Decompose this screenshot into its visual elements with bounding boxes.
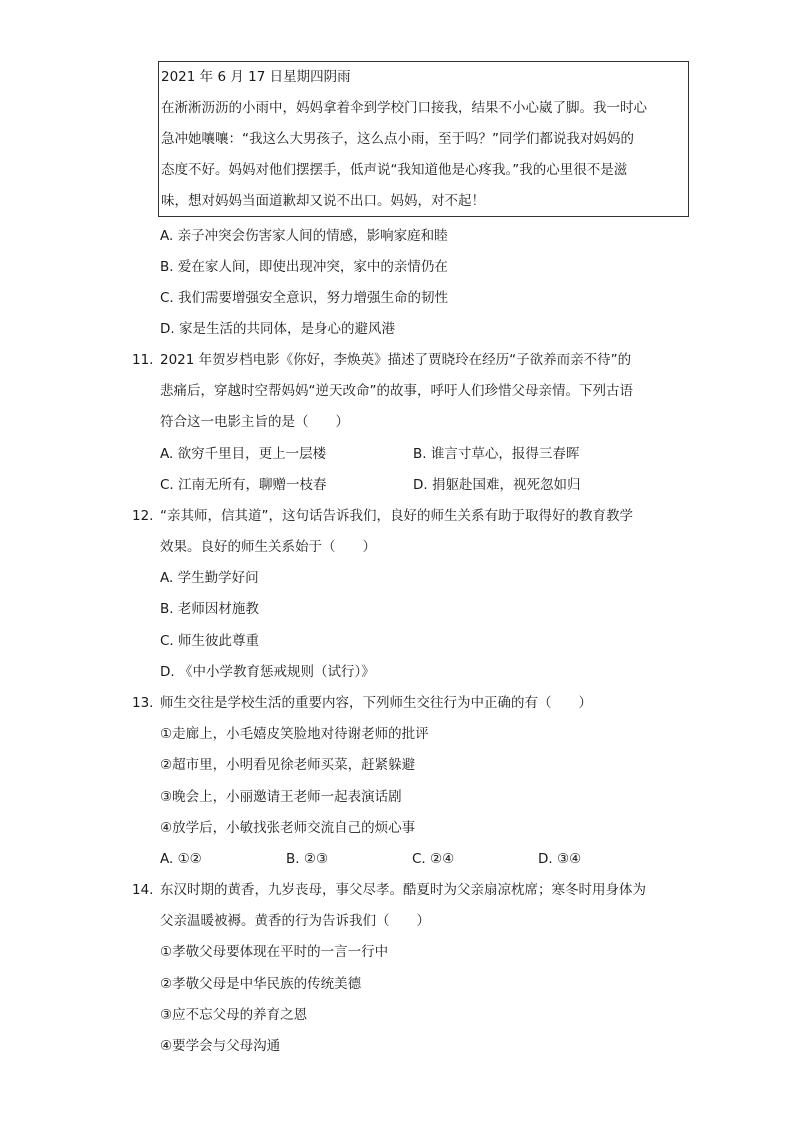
q14-number: 14. — [132, 882, 154, 898]
q13-option-c: C. ②④ — [412, 851, 455, 867]
q11-number: 11. — [132, 352, 154, 368]
q11-stem-line: 悲痛后，穿越时空帮妈妈“逆天改命”的故事，呼吁人们珍惜父母亲情。下列古语 — [160, 383, 633, 399]
q10-option-a: A. 亲子冲突会伤害家人间的情感，影响家庭和睦 — [160, 228, 448, 244]
diary-date-line: 2021 年 6 月 17 日星期四阴雨 — [161, 69, 351, 85]
q11-option-c: C. 江南无所有，聊赠一枝春 — [160, 477, 327, 493]
q13-number: 13. — [132, 695, 154, 711]
q11-option-b: B. 谁言寸草心，报得三春晖 — [413, 446, 580, 462]
q12-option-c: C. 师生彼此尊重 — [160, 633, 260, 649]
q10-option-b: B. 爱在家人间，即使出现冲突，家中的亲情仍在 — [160, 259, 448, 275]
q13-stem: 师生交往是学校生活的重要内容，下列师生交往行为中正确的有（ ） — [160, 695, 592, 711]
q12-option-a: A. 学生勤学好问 — [160, 570, 259, 586]
q13-item-3: ③晚会上，小丽邀请王老师一起表演话剧 — [160, 789, 402, 805]
q12-stem-line: 效果。良好的师生关系始于（ ） — [160, 539, 376, 555]
q14-item-1: ①孝敬父母要体现在平时的一言一行中 — [160, 944, 389, 960]
diary-excerpt-box — [158, 61, 689, 217]
diary-text-line: 味，想对妈妈当面道歉却又说不出口。妈妈，对不起！ — [161, 193, 485, 209]
q13-option-a: A. ①② — [160, 851, 202, 867]
q11-stem-line: 符合这一电影主旨的是（ ） — [160, 414, 349, 430]
q12-option-b: B. 老师因材施教 — [160, 601, 259, 617]
q13-option-b: B. ②③ — [286, 851, 329, 867]
diary-text-line: 急冲她嚷嚷：“我这么大男孩子，这么点小雨，至于吗？”同学们都说我对妈妈的 — [161, 131, 634, 147]
q14-stem-line: 东汉时期的黄香，九岁丧母，事父尽孝。酷夏时为父亲扇凉枕席；寒冬时用身体为 — [160, 882, 646, 898]
q12-number: 12. — [132, 508, 154, 524]
diary-text-line: 态度不好。妈妈对他们摆摆手，低声说“我知道他是心疼我。”我的心里很不是滋 — [161, 162, 628, 178]
q11-stem-line: 2021 年贺岁档电影《你好，李焕英》描述了贾晓玲在经历“子欲养而亲不待”的 — [160, 352, 632, 368]
q10-option-d: D. 家是生活的共同体，是身心的避风港 — [160, 321, 395, 337]
q11-option-a: A. 欲穷千里目，更上一层楼 — [160, 446, 327, 462]
q11-option-d: D. 捐躯赴国难，视死忽如归 — [413, 477, 581, 493]
q13-item-2: ②超市里，小明看见徐老师买菜，赶紧躲避 — [160, 757, 416, 773]
diary-text-line: 在淅淅沥沥的小雨中，妈妈拿着伞到学校门口接我，结果不小心崴了脚。我一时心 — [161, 100, 647, 116]
q14-stem-line: 父亲温暖被褥。黄香的行为告诉我们（ ） — [160, 913, 430, 929]
q12-option-d: D. 《中小学教育惩戒规则（试行）》 — [160, 664, 375, 680]
q13-option-d: D. ③④ — [538, 851, 582, 867]
q14-item-4: ④要学会与父母沟通 — [160, 1038, 281, 1054]
q14-item-3: ③应不忘父母的养育之恩 — [160, 1007, 308, 1023]
q13-item-1: ①走廊上，小毛嬉皮笑脸地对待谢老师的批评 — [160, 726, 429, 742]
q13-item-4: ④放学后，小敏找张老师交流自己的烦心事 — [160, 820, 416, 836]
q14-item-2: ②孝敬父母是中华民族的传统美德 — [160, 976, 362, 992]
q10-option-c: C. 我们需要增强安全意识，努力增强生命的韧性 — [160, 290, 449, 306]
q12-stem-line: “亲其师，信其道”，这句话告诉我们，良好的师生关系有助于取得好的教育教学 — [160, 508, 633, 524]
